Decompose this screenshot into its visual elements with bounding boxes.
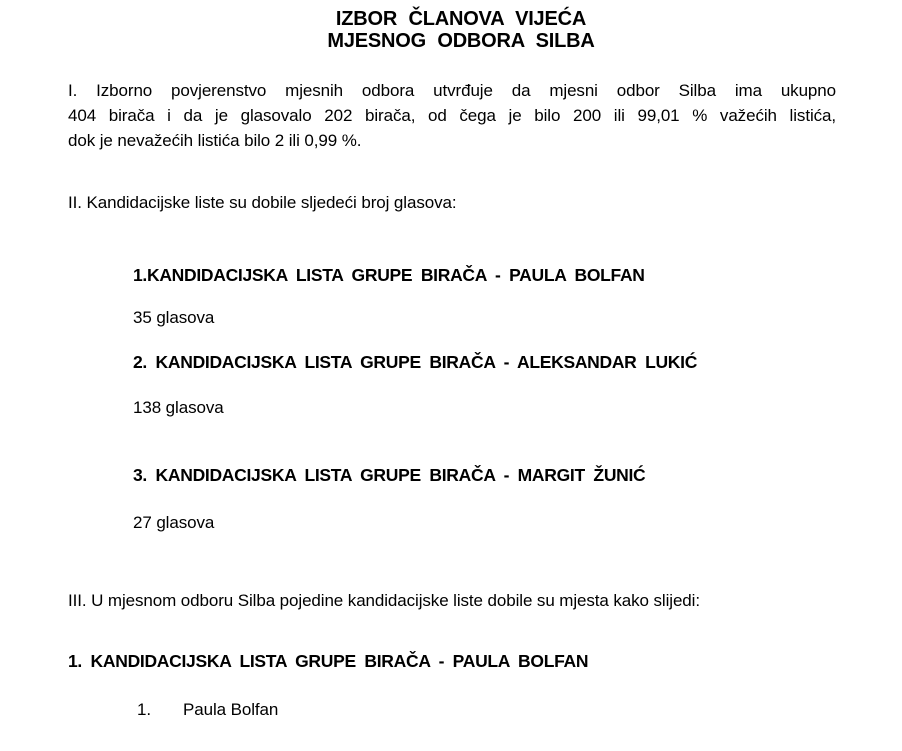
section-i-line-1: I. Izborno povjerenstvo mjesnih odbora utvrđuje da mjesni odbor Silba ima ukupno xyxy=(68,81,836,100)
title-line-1: IZBOR ČLANOVA VIJEĆA xyxy=(335,8,587,30)
section-iii-heading: III. U mjesnom odboru Silba pojedine kandidacijske liste dobile su mjesta kako slijedi: xyxy=(68,591,700,610)
title-line-2: MJESNOG ODBORA SILBA xyxy=(327,30,595,52)
section-i-line-3: dok je nevažećih listića bilo 2 ili 0,99 %. xyxy=(68,131,362,150)
section-ii-heading: II. Kandidacijske liste su dobile sljedeći broj glasova: xyxy=(68,193,457,212)
section-i-paragraph xyxy=(68,78,836,153)
candidate-lists-block xyxy=(133,265,836,533)
list-3-votes: 27 glasova xyxy=(133,513,215,532)
list-2-votes: 138 glasova xyxy=(133,398,224,417)
result-1-title: 1. KANDIDACIJSKA LISTA GRUPE BIRAČA - PAULA BOLFAN xyxy=(68,651,589,671)
member-number: 1. xyxy=(137,700,151,719)
list-2-title: 2. KANDIDACIJSKA LISTA GRUPE BIRAČA - ALEKSANDAR LUKIĆ xyxy=(133,352,698,372)
list-1-title: 1.KANDIDACIJSKA LISTA GRUPE BIRAČA - PAULA BOLFAN xyxy=(133,265,645,285)
list-3-title: 3. KANDIDACIJSKA LISTA GRUPE BIRAČA - MARGIT ŽUNIĆ xyxy=(133,465,646,485)
section-i-line-2: 404 birača i da je glasovalo 202 birača, od čega je bilo 200 ili 99,01 % važećih listića, xyxy=(68,106,836,125)
document-title xyxy=(86,8,836,52)
member-name: Paula Bolfan xyxy=(183,700,279,719)
results-block xyxy=(68,651,836,720)
list-1-votes: 35 glasova xyxy=(133,308,215,327)
result-1-member-1 xyxy=(137,700,836,720)
